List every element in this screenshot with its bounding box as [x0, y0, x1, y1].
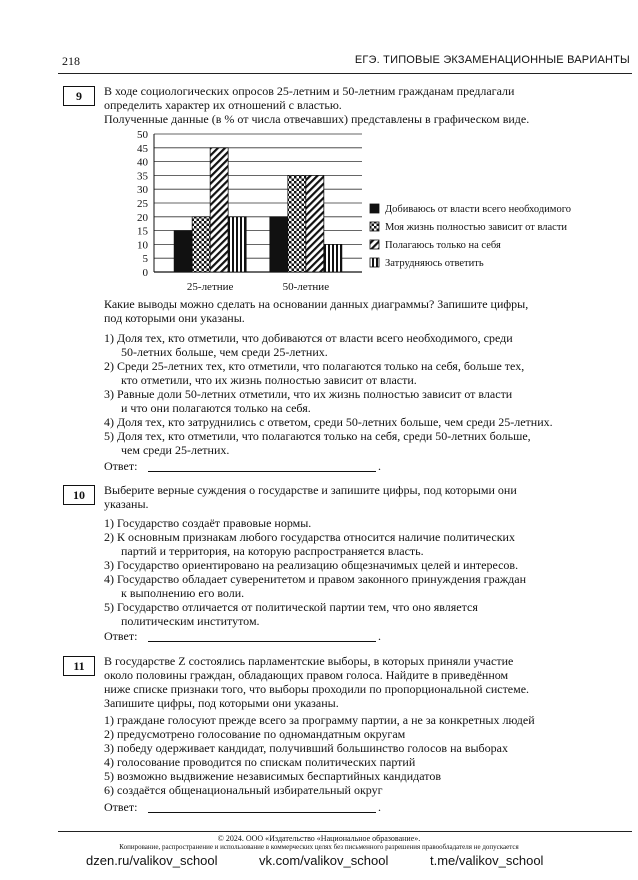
y-tick-label: 15: [137, 225, 148, 238]
q9-intro-line-2: определить характер их отношений с властью.: [104, 98, 342, 112]
y-tick-label: 20: [137, 211, 148, 224]
y-tick-label: 10: [137, 239, 148, 252]
legend-label: Добиваюсь от власти всего необходимого: [385, 204, 571, 215]
legend-swatch: [370, 240, 379, 249]
q11-intro-line-4: Запишите цифры, под которыми они указаны.: [104, 696, 339, 710]
y-tick-label: 50: [137, 129, 148, 141]
y-tick-label: 40: [137, 156, 148, 169]
q11-answer-period: .: [378, 800, 381, 814]
q9-answer-period: .: [378, 459, 381, 473]
bar: [228, 217, 246, 272]
q10-option-5: 5) Государство отличается от политической партии тем, что оно является: [104, 600, 478, 614]
y-tick-label: 0: [142, 267, 148, 279]
q10-option-2: 2) К основным признакам любого государства относится наличие политических: [104, 530, 515, 544]
q11-option-5: 5) возможно выдвижение независимых беспартийных кандидатов: [104, 769, 442, 783]
footer-divider: [58, 831, 632, 832]
footer-link-telegram[interactable]: t.me/valikov_school: [430, 853, 544, 868]
q10-answer-field[interactable]: [148, 641, 376, 642]
footer-link-dzen[interactable]: dzen.ru/valikov_school: [86, 853, 218, 868]
q9-answer-field[interactable]: [148, 471, 376, 472]
q9-question-line-1: Какие выводы можно сделать на основании данных диаграммы? Запишите цифры,: [104, 297, 529, 311]
y-tick-label: 5: [142, 253, 148, 266]
q9-intro-line-1: В ходе социологических опросов 25-летним и 50-летним гражданам предлагали: [104, 84, 515, 98]
footer-copyright: © 2024. ООО «Издательство «Национальное образование».: [217, 834, 421, 843]
question-number-9: 9: [63, 86, 95, 106]
q10-answer-period: .: [378, 629, 381, 643]
legend-swatch: [370, 222, 379, 231]
legend-swatch: [370, 258, 379, 267]
bar: [174, 231, 192, 272]
q10-option-1: 1) Государство создаёт правовые нормы.: [104, 516, 312, 530]
q11-option-4: 4) голосование проводится по спискам политических партий: [104, 755, 416, 769]
q9-question-line-2: под которыми они указаны.: [104, 311, 245, 325]
y-tick-label: 35: [137, 170, 148, 183]
chart-y-ticks: [137, 129, 149, 279]
q11-intro-line-2: около половины граждан, обладающих правом голоса. Найдите в приведённом: [104, 668, 509, 682]
q9-option-1-cont: 50-летних больше, чем среди 25-летних.: [121, 345, 328, 359]
chart-legend: [370, 204, 571, 269]
bar: [192, 217, 210, 272]
q11-option-6: 6) создаётся общенациональный избирательный округ: [104, 783, 383, 797]
q10-option-5-cont: политическим институтом.: [121, 614, 260, 628]
q10-intro-line-2: указаны.: [104, 497, 149, 511]
bar: [324, 244, 342, 272]
legend-label: Моя жизнь полностью зависит от власти: [385, 222, 568, 233]
question-number-11: 11: [63, 656, 95, 676]
q9-bar-chart: [104, 126, 614, 296]
y-tick-label: 25: [137, 198, 148, 210]
q9-option-5: 5) Доля тех, кто отметили, что полагаются только на себя, среди 50-летних больше,: [104, 429, 531, 443]
q9-intro-line-3: Полученные данные (в % от числа отвечавших) представлены в графическом виде.: [104, 112, 530, 126]
bar: [306, 175, 324, 272]
q9-option-1: 1) Доля тех, кто отметили, что добиваются от власти всего необходимого, среди: [104, 331, 513, 345]
legend-label: Затрудняюсь ответить: [385, 258, 484, 269]
footer-notice: Копирование, распространение и использование в коммерческих целях без письменного разрешения правообладателя не допускается: [119, 843, 519, 851]
q9-option-4: 4) Доля тех, кто затруднились с ответом, среди 50-летних больше, чем среди 25-летних.: [104, 415, 553, 429]
y-tick-label: 45: [137, 142, 148, 155]
q10-option-2-cont: партий и территория, на которую распространяется власть.: [121, 544, 424, 558]
q11-answer-label: Ответ:: [104, 800, 138, 814]
q9-option-3-cont: и что они полагаются только на себя.: [121, 401, 311, 415]
chart-category-labels: [187, 281, 329, 293]
q9-option-2: 2) Среди 25-летних тех, кто отметили, что полагаются только на себя, больше тех,: [104, 359, 525, 373]
page-number: 218: [62, 54, 80, 68]
legend-swatch: [370, 204, 379, 213]
q9-answer-label: Ответ:: [104, 459, 138, 473]
q11-option-1: 1) граждане голосуют прежде всего за программу партии, а не за конкретных людей: [104, 713, 535, 727]
q10-option-4-cont: к выполнению его воли.: [121, 586, 245, 600]
q11-intro-line-3: ниже списке признаки того, что выборы проходили по пропорциональной системе.: [104, 682, 530, 696]
chart-bars: [174, 148, 342, 272]
q9-option-3: 3) Равные доли 50-летних отметили, что их жизнь полностью зависит от власти: [104, 387, 513, 401]
bar: [270, 217, 288, 272]
question-number-10: 10: [63, 485, 95, 505]
legend-label: Полагаюсь только на себя: [385, 240, 501, 251]
category-label: 25-летние: [186, 281, 234, 293]
category-label: 50-летние: [282, 281, 330, 293]
q10-intro-line-1: Выберите верные суждения о государстве и запишите цифры, под которыми они: [104, 483, 517, 497]
bar: [288, 175, 306, 272]
q11-option-2: 2) предусмотрено голосование по одномандатным округам: [104, 727, 406, 741]
q10-answer-label: Ответ:: [104, 629, 138, 643]
q9-option-5-cont: чем среди 25-летних.: [121, 443, 230, 457]
header-divider: [58, 73, 632, 74]
q10-option-4: 4) Государство обладает суверенитетом и правом законного принуждения граждан: [104, 572, 527, 586]
q10-option-3: 3) Государство ориентировано на реализацию общезначимых целей и интересов.: [104, 558, 519, 572]
q11-answer-field[interactable]: [148, 812, 376, 813]
footer-link-vk[interactable]: vk.com/valikov_school: [259, 853, 389, 868]
q11-intro-line-1: В государстве Z состоялись парламентские выборы, в которых приняли участие: [104, 654, 514, 668]
bar: [210, 148, 228, 272]
y-tick-label: 30: [137, 184, 148, 197]
running-header: ЕГЭ. ТИПОВЫЕ ЭКЗАМЕНАЦИОННЫЕ ВАРИАНТЫ: [354, 54, 630, 66]
q11-option-3: 3) победу одерживает кандидат, получивший большинство голосов на выборах: [104, 741, 508, 755]
q9-option-2-cont: кто отметили, что их жизнь полностью зависит от власти.: [121, 373, 417, 387]
